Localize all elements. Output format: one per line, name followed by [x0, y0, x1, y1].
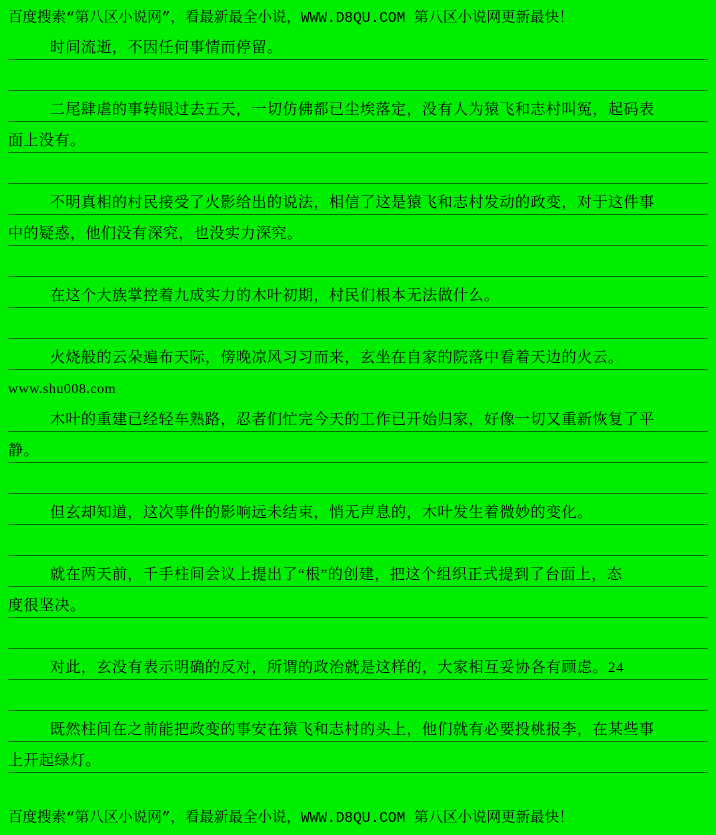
- line-text: 面上没有。: [8, 133, 86, 149]
- text-line: [8, 188, 708, 219]
- text-line: [8, 715, 708, 746]
- site-header-banner: 百度搜索“第八区小说网”，看最新最全小说，WWW.D8QU.COM 第八区小说网更新最快！: [8, 11, 574, 27]
- footer-area: [8, 809, 708, 829]
- text-line: [8, 95, 708, 126]
- chapter-body: [8, 33, 708, 777]
- line-text: 中的疑惑，他们没有深究，也没实力深究。: [8, 226, 303, 242]
- line-text: 但玄却知道，这次事件的影响远未结束，悄无声息的，木叶发生着微妙的变化。: [50, 505, 593, 521]
- line-text: 火烧般的云朵遍布天际，傍晚凉风习习而来，玄坐在自家的院落中看着天边的火云。: [50, 350, 624, 366]
- watermark-line: [8, 374, 708, 405]
- text-line-blank: [8, 684, 708, 715]
- text-line: [8, 591, 708, 622]
- text-line-blank: [8, 312, 708, 343]
- text-line: [8, 436, 708, 467]
- watermark-text: www.shu008.com: [8, 382, 116, 397]
- line-text: 既然柱间在之前能把政变的事安在猿飞和志村的头上，他们就有必要投桃报李，在某些事: [50, 722, 655, 738]
- line-text: 不明真相的村民接受了火影给出的说法，相信了这是猿飞和志村发动的政变，对于这件事: [50, 195, 655, 211]
- text-line: [8, 746, 708, 777]
- text-line: [8, 219, 708, 250]
- line-text: 对此，玄没有表示明确的反对，所谓的政治就是这样的，大家相互妥协各有顾虑。24: [50, 660, 625, 676]
- text-line: [8, 126, 708, 157]
- text-line: [8, 498, 708, 529]
- text-line-blank: [8, 250, 708, 281]
- line-text: 二尾肆虐的事转眼过去五天，一切仿佛都已尘埃落定，没有人为猿飞和志村叫冤，起码表: [50, 102, 655, 118]
- line-text: 上开起绿灯。: [8, 753, 102, 769]
- text-line: [8, 33, 708, 64]
- text-line-blank: [8, 157, 708, 188]
- text-line: [8, 281, 708, 312]
- text-line: [8, 560, 708, 591]
- text-line-blank: [8, 622, 708, 653]
- text-line: [8, 653, 708, 684]
- site-footer-banner: 百度搜索“第八区小说网”，看最新最全小说，WWW.D8QU.COM 第八区小说网更新最快！: [8, 811, 574, 827]
- line-text: 度很坚决。: [8, 598, 86, 614]
- text-line-blank: [8, 467, 708, 498]
- line-text: 时间流逝，不因任何事情而停留。: [50, 40, 283, 56]
- line-text: 就在两天前，千手柱间会议上提出了“根”的创建，把这个组织正式提到了台面上，态: [50, 567, 623, 583]
- text-line-blank: [8, 529, 708, 560]
- line-text: 在这个大族掌控着九成实力的木叶初期，村民们根本无法做什么。: [50, 288, 500, 304]
- text-line-blank: [8, 64, 708, 95]
- text-line: [8, 405, 708, 436]
- line-text: 木叶的重建已经轻车熟路，忍者们忙完今天的工作已开始归家，好像一切又重新恢复了平: [50, 412, 655, 428]
- line-text: 静。: [8, 443, 40, 459]
- text-line: [8, 343, 708, 374]
